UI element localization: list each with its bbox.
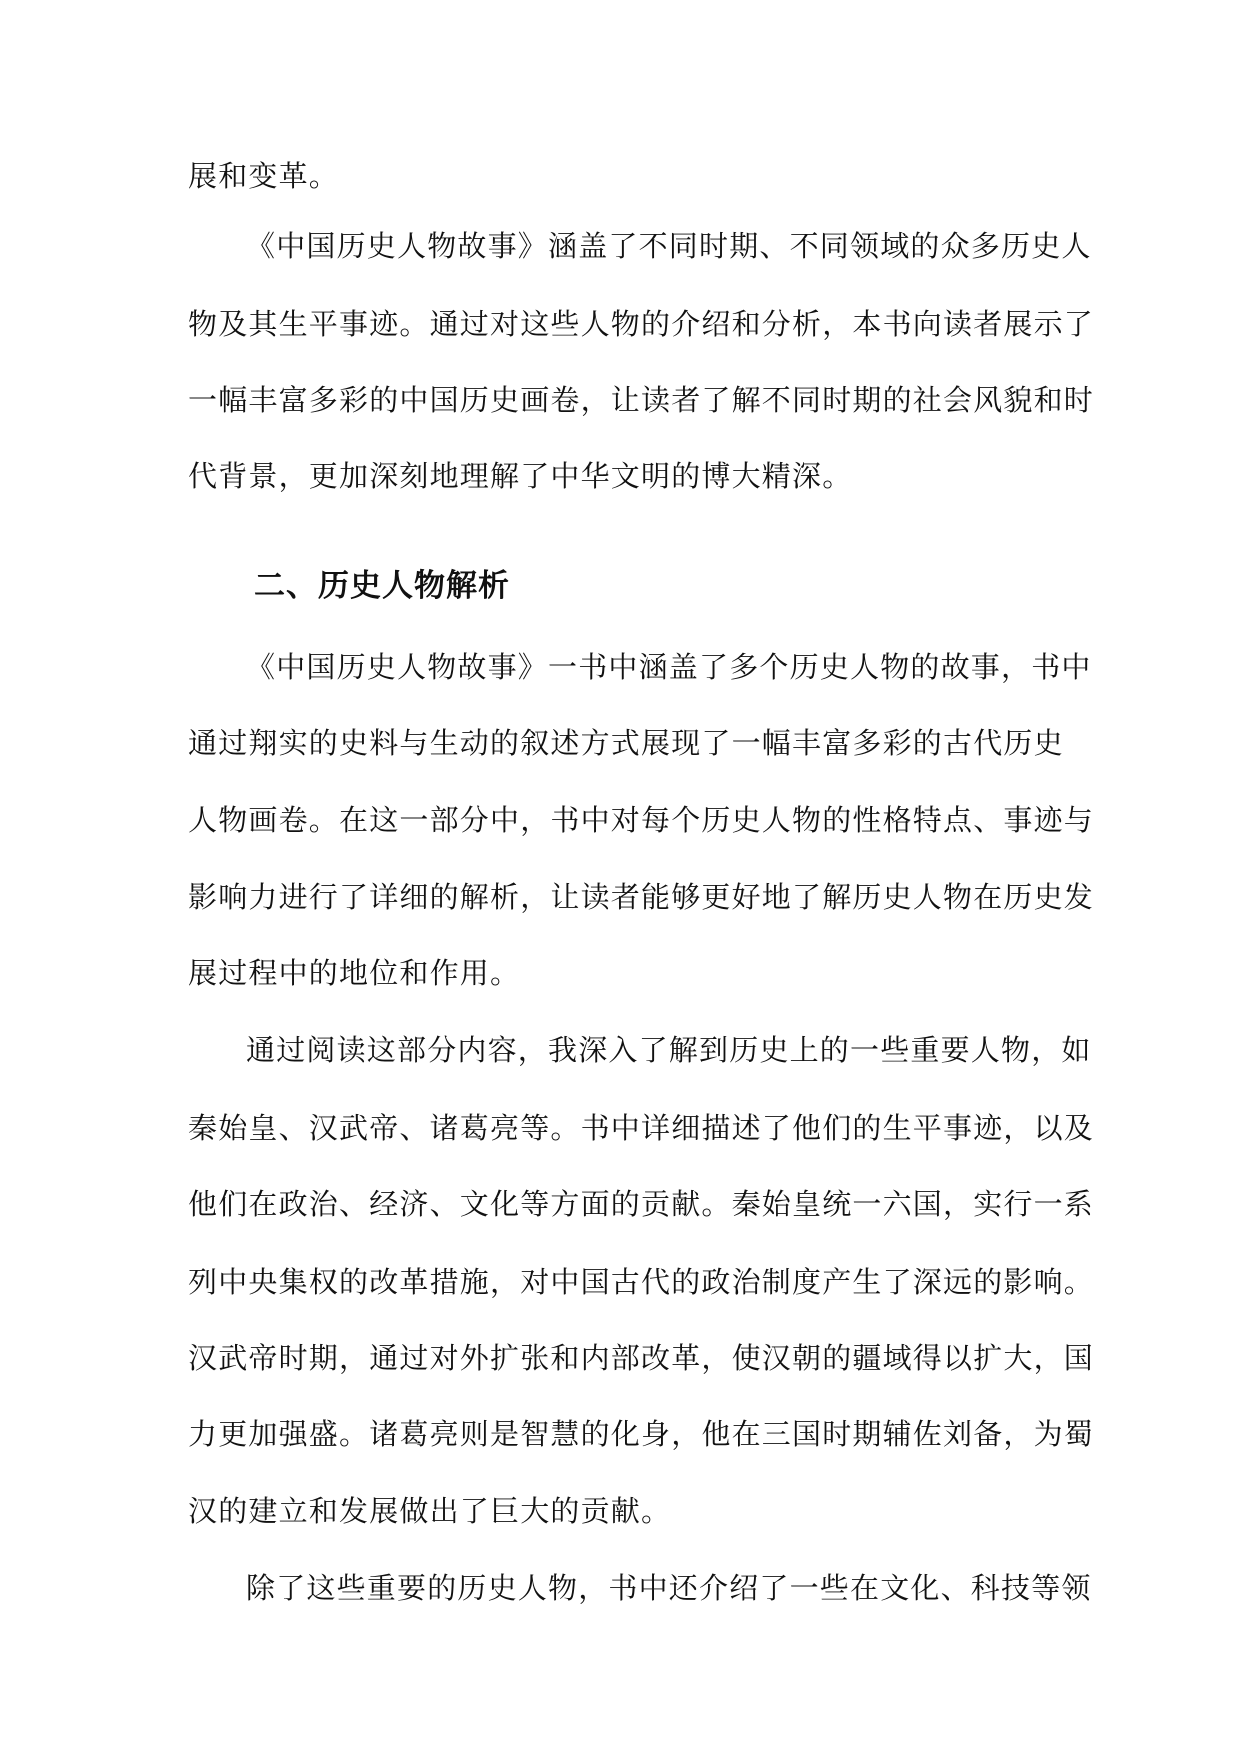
paragraph-line: 《中国历史人物故事》涵盖了不同时期、不同领域的众多历史人: [246, 229, 1092, 263]
paragraph-line: 一幅丰富多彩的中国历史画卷，让读者了解不同时期的社会风貌和时: [188, 383, 1095, 417]
paragraph-line: 影响力进行了详细的解析，让读者能够更好地了解历史人物在历史发: [188, 880, 1095, 914]
paragraph-line: 汉的建立和发展做出了巨大的贡献。: [188, 1494, 672, 1528]
paragraph-line: 汉武帝时期，通过对外扩张和内部改革，使汉朝的疆域得以扩大，国: [188, 1341, 1095, 1375]
paragraph-line: 展和变革。: [188, 159, 340, 193]
paragraph-line: 列中央集权的改革措施，对中国古代的政治制度产生了深远的影响。: [188, 1265, 1095, 1299]
paragraph-line: 力更加强盛。诸葛亮则是智慧的化身，他在三国时期辅佐刘备，为蜀: [188, 1417, 1095, 1451]
paragraph-line: 通过阅读这部分内容，我深入了解到历史上的一些重要人物，如: [246, 1033, 1092, 1067]
paragraph-line: 秦始皇、汉武帝、诸葛亮等。书中详细描述了他们的生平事迹，以及: [188, 1111, 1095, 1145]
paragraph-line: 他们在政治、经济、文化等方面的贡献。秦始皇统一六国，实行一系: [188, 1187, 1095, 1221]
paragraph-line: 物及其生平事迹。通过对这些人物的介绍和分析，本书向读者展示了: [188, 307, 1095, 341]
paragraph-line: 《中国历史人物故事》一书中涵盖了多个历史人物的故事，书中: [246, 650, 1092, 684]
paragraph-line: 通过翔实的史料与生动的叙述方式展现了一幅丰富多彩的古代历史: [188, 726, 1064, 760]
paragraph-line: 展过程中的地位和作用。: [188, 956, 521, 990]
paragraph-line: 人物画卷。在这一部分中，书中对每个历史人物的性格特点、事迹与: [188, 803, 1095, 837]
paragraph-line: 代背景，更加深刻地理解了中华文明的博大精深。: [188, 459, 853, 493]
section-heading: 二、历史人物解析: [254, 568, 510, 604]
paragraph-line: 除了这些重要的历史人物，书中还介绍了一些在文化、科技等领: [246, 1571, 1092, 1605]
